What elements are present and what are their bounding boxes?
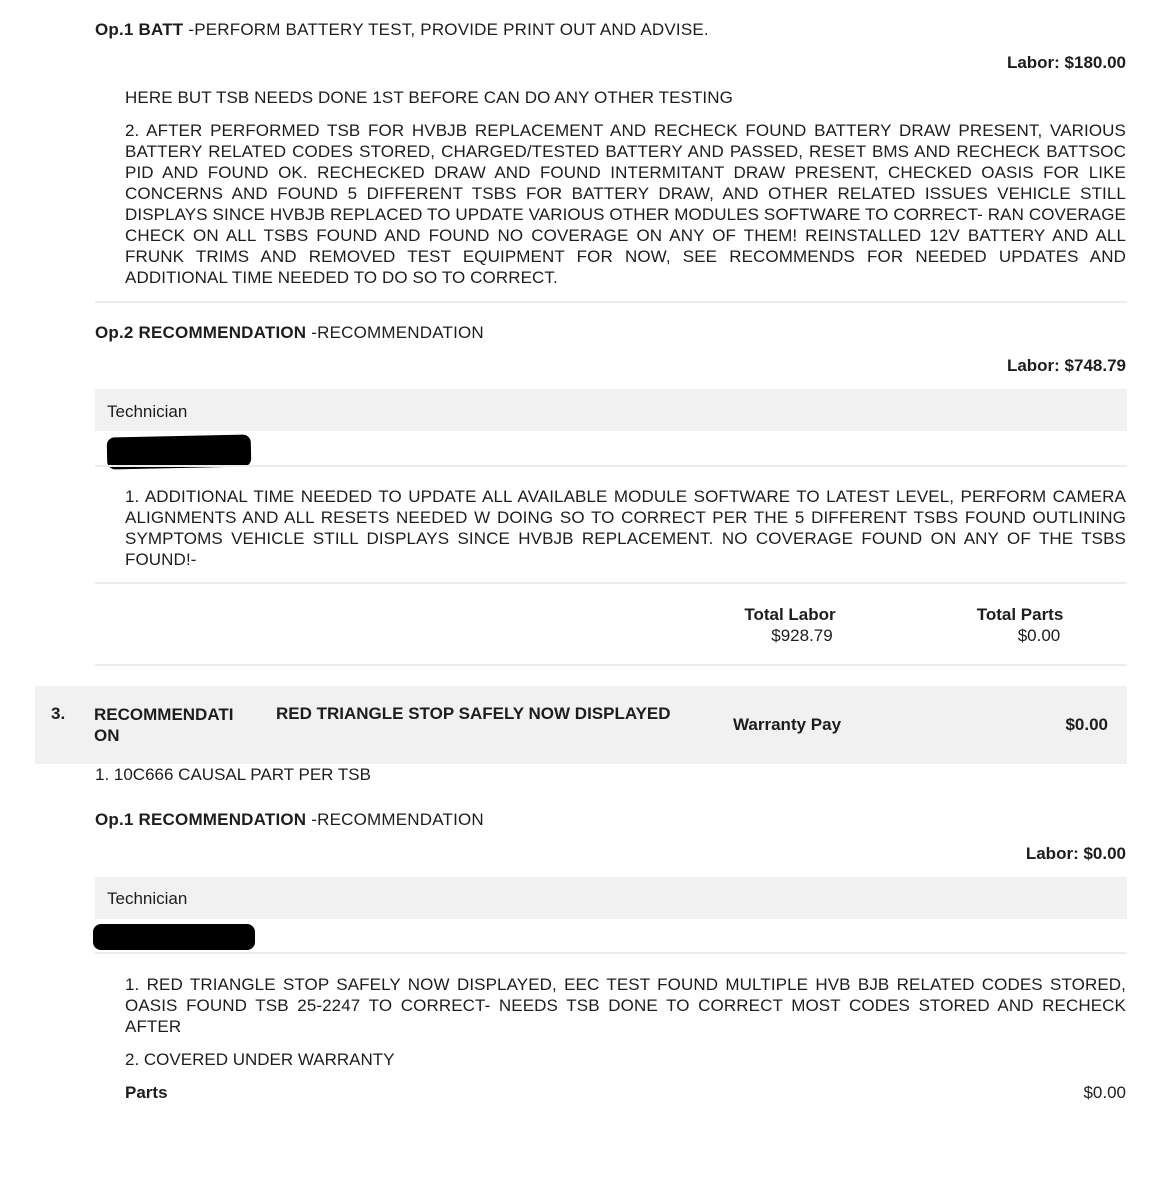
op2-note-1: 1. ADDITIONAL TIME NEEDED TO UPDATE ALL AVAILABLE MODULE SOFTWARE TO LATEST LEVEL, PERFORM CAMERA ALIGNMENTS AND ALL RESETS NEEDED W DOING SO TO CORRECT PER THE 5 DIFFERENT TSBS FOUND OUTLINING SYMPTOMS VEHICLE STILL DISPLAYS SINCE HVBJB REPLACEMENT. NO COVERAGE FOUND ON ANY OF THE TSBS FOUND!- [125, 487, 1126, 569]
op-number: Op.2 [95, 323, 134, 342]
op-description: -RECOMMENDATION [311, 323, 484, 342]
divider [95, 664, 1127, 666]
line-3-note-2: 2. COVERED UNDER WARRANTY [125, 1050, 395, 1069]
op2-recommendation-header [95, 323, 484, 343]
op-code: RECOMMENDATION [138, 323, 307, 342]
technician-label: Technician [107, 402, 188, 421]
technician-header-band [95, 389, 1127, 431]
op1-batt-labor: Labor: $180.00 [1006, 53, 1126, 72]
line-3-op1-header [95, 810, 484, 830]
divider [95, 952, 1127, 954]
parts-value: $0.00 [1083, 1083, 1126, 1102]
divider [95, 465, 1127, 467]
op1-batt-header [95, 20, 709, 40]
line-3-type: RECOMMENDATION [94, 705, 234, 745]
op-description: -RECOMMENDATION [311, 810, 484, 829]
line-3-pay-type: Warranty Pay [733, 715, 842, 734]
divider [95, 582, 1127, 584]
line-3-amount: $0.00 [1065, 715, 1108, 734]
total-parts-label: Total Parts [976, 605, 1064, 624]
total-parts-value: $0.00 [1017, 626, 1061, 645]
op2-labor: Labor: $748.79 [1006, 356, 1126, 375]
line-3-concern: RED TRIANGLE STOP SAFELY NOW DISPLAYED [276, 704, 671, 723]
technician-label: Technician [107, 889, 188, 908]
total-labor-label: Total Labor [744, 605, 836, 624]
op-number: Op.1 [95, 20, 134, 39]
line-3-note-1: 1. RED TRIANGLE STOP SAFELY NOW DISPLAYED, EEC TEST FOUND MULTIPLE HVB BJB RELATED CODES STORED, OASIS FOUND TSB 25-2247 TO CORRECT- NEEDS TSB DONE TO CORRECT MOST CODES STORED AND RECHECK AFTER [125, 975, 1126, 1036]
parts-label: Parts [125, 1083, 168, 1102]
line-3-labor: Labor: $0.00 [1025, 844, 1126, 863]
divider [95, 301, 1127, 303]
op1-batt-note-2: 2. AFTER PERFORMED TSB FOR HVBJB REPLACEMENT AND RECHECK FOUND BATTERY DRAW PRESENT, VARIOUS BATTERY RELATED CODES STORED, CHARGED/TESTED BATTERY AND PASSED, RESET BMS AND RECHECK BATTSOC PID AND FOUND OK. RECHECKED DRAW AND FOUND INTERMITANT DRAW PRESENT, CHECKED OASIS FOR LIKE CONCERNS AND FOUND 5 DIFFERENT TSBS FOR BATTERY DRAW, AND OTHER RELATED ISSUES VEHICLE STILL DISPLAYS SINCE HVBJB REPLACED TO UPDATE VARIOUS OTHER MODULES SOFTWARE TO CORRECT- RAN COVERAGE CHECK ON ALL TSBS FOUND AND FOUND NO COVERAGE ON ANY OF THEM! REINSTALLED 12V BATTERY AND ALL FRUNK TRIMS AND REMOVED TEST EQUIPMENT FOR NOW, SEE RECOMMENDS FOR NEEDED UPDATES AND ADDITIONAL TIME NEEDED TO DO SO TO CORRECT. [125, 121, 1126, 287]
op1-batt-note-1: HERE BUT TSB NEEDS DONE 1ST BEFORE CAN DO ANY OTHER TESTING [125, 88, 733, 107]
op-number: Op.1 [95, 810, 134, 829]
line-3-cause: 1. 10C666 CAUSAL PART PER TSB [95, 765, 371, 784]
technician-header-band [95, 877, 1127, 919]
line-3-number: 3. [51, 704, 66, 723]
op-code: RECOMMENDATION [138, 810, 307, 829]
redacted-technician-name [93, 924, 255, 950]
total-labor-value: $928.79 [771, 626, 833, 645]
op-code: BATT [138, 20, 184, 39]
op-description: -PERFORM BATTERY TEST, PROVIDE PRINT OUT AND ADVISE. [188, 20, 709, 39]
